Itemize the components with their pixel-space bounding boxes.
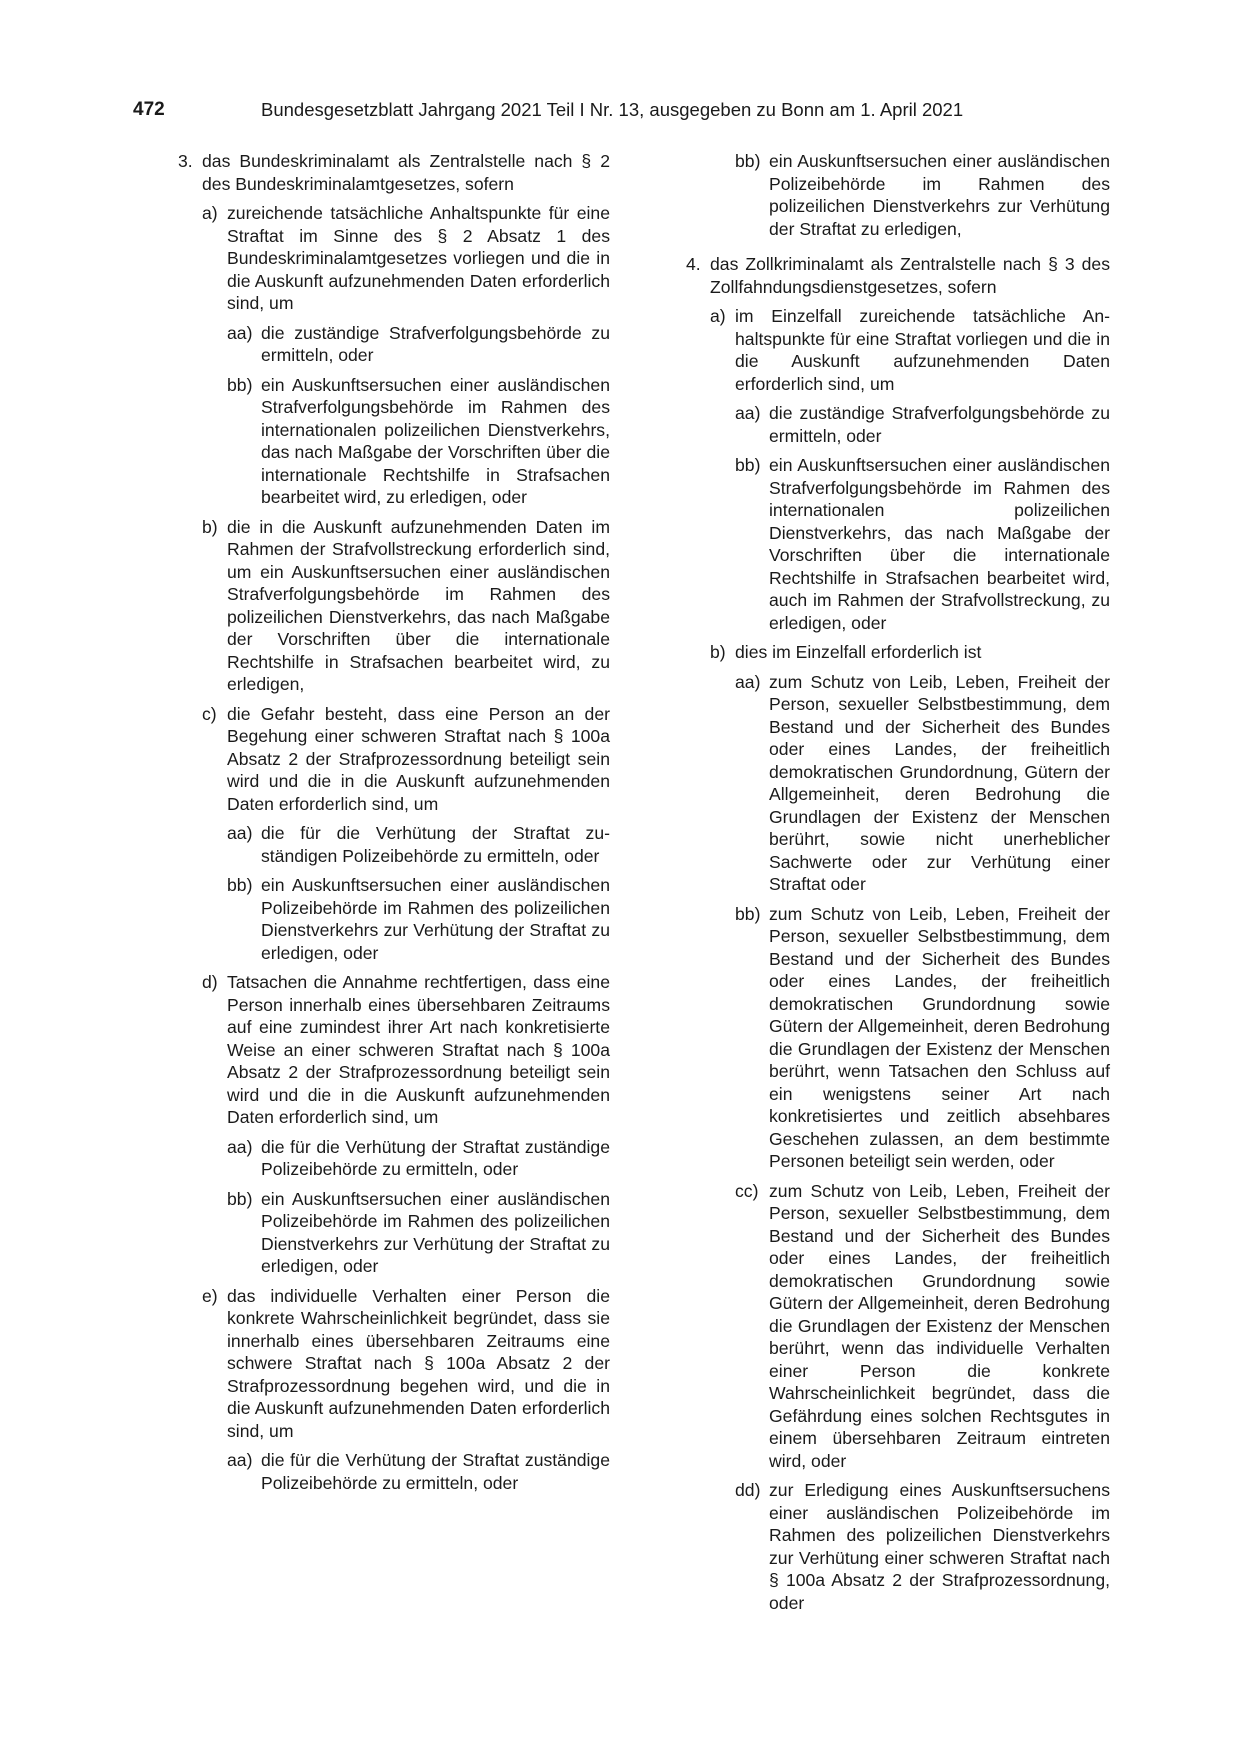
- item-text: im Einzelfall zureichende tatsächliche Anhaltspunkte für eine Straftat vorliegen und die in die Auskunft aufzunehmenden Daten erforderlich sind, um: [735, 306, 1110, 394]
- item-label: e): [202, 1285, 218, 1306]
- item-text: zur Erledigung eines Auskunftsersuchens einer ausländischen Polizeibehörde im Rahmen des polizeilichen Dienstverkehrs zur Verhütung einer schweren Straftat nach § 100a Absatz 2 der Strafprozessordnung, oder: [769, 1480, 1110, 1613]
- item-label: aa): [227, 1450, 253, 1470]
- item-text: die zuständige Strafverfolgungsbehörde zu ermitteln, oder: [769, 403, 1110, 446]
- item-text: das Bundeskriminalamt als Zentralstelle nach § 2 des Bundeskriminalamtgesetzes, sofern: [202, 151, 610, 194]
- page-header: [133, 99, 1108, 127]
- item-text: zureichende tatsächliche Anhaltspunkte für eine Straftat im Sinne des § 2 Absatz 1 des Bundeskriminalamtgesetzes vorliegen und die in die Auskunft aufzunehmenden Daten erforderlich sind, um: [227, 203, 610, 313]
- item-label: 4.: [686, 254, 701, 274]
- list-item: [735, 1479, 1110, 1614]
- item-label: cc): [735, 1180, 759, 1201]
- list-item: [202, 516, 610, 696]
- item-text: die für die Verhütung der Straftat zuständige Polizeibehörde zu ermitteln, oder: [261, 1136, 610, 1179]
- list-item: [202, 971, 610, 1129]
- list-item: [227, 374, 610, 509]
- item-label: bb): [227, 374, 253, 395]
- item-label: bb): [735, 151, 761, 171]
- list-item: [686, 253, 1110, 298]
- item-text: das Zollkriminalamt als Zentralstelle nach § 3 des Zollfahndungsdienstgesetzes, sofern: [710, 254, 1110, 297]
- item-text: zum Schutz von Leib, Leben, Freiheit der Person, sexueller Selbstbestimmung, dem Bestand und der Sicherheit des Bundes oder eines Landes, der freiheitlich demokratischen Grundordnung, Gütern der Allgemeinheit, deren Bedrohung die Grundlagen der Existenz der Menschen berührt, sowie nicht unerheblicher Sachwerte oder zur Verhütung einer Straftat oder: [769, 671, 1110, 894]
- item-label: b): [202, 516, 218, 537]
- item-text: zum Schutz von Leib, Leben, Freiheit der Person, sexueller Selbstbestimmung, dem Bestand und der Sicherheit des Bundes oder eines Landes, der freiheitlich demokratischen Grundordnung sowie Gütern der Allgemeinheit, deren Bedrohung die Grundlagen der Existenz der Menschen berührt, wenn das individuelle Verhalten einer Person die konkrete Wahrscheinlichkeit begründet, dass die Gefährdung eines solchen Rechtsgutes in einem übersehbaren Zeitraum eintreten wird, oder: [769, 1180, 1110, 1471]
- list-item: [202, 703, 610, 816]
- list-item: [227, 822, 610, 867]
- item-label: aa): [735, 403, 761, 423]
- item-label: c): [202, 703, 217, 724]
- list-item: [735, 150, 1110, 240]
- list-item: [735, 903, 1110, 1173]
- item-label: a): [710, 306, 726, 326]
- item-label: a): [202, 203, 218, 223]
- item-label: aa): [227, 322, 253, 343]
- item-label: b): [710, 642, 726, 662]
- list-item: [735, 402, 1110, 447]
- list-item: [735, 1180, 1110, 1473]
- item-text: zum Schutz von Leib, Leben, Freiheit der Person, sexueller Selbstbestimmung, dem Bestand und der Sicherheit des Bundes oder eines Landes, der freiheitlich demokratischen Grundordnung sowie Gütern der Allgemeinheit, deren Bedrohung die Grundlagen der Existenz der Menschen berührt, wenn Tatsachen den Schluss auf ein wenigstens seiner Art nach konkretisiertes und zeitlich absehbares Geschehen zulassen, an dem bestimmte Personen beteiligt sein werden, oder: [769, 903, 1110, 1171]
- item-text: ein Auskunftsersuchen einer ausländischen Strafverfolgungsbehörde im Rahmen des internationalen polizeilichen Dienstverkehrs, das nach Maßgabe der Vorschriften über die internationale Rechtshilfe in Strafsachen bearbeitet wird, auch im Rahmen der Strafvollstreckung, zu erledigen, oder: [769, 455, 1110, 633]
- item-text: die für die Verhütung der Straftat zuständige Polizeibehörde zu ermitteln, oder: [261, 1450, 610, 1493]
- item-label: 3.: [178, 151, 193, 171]
- item-label: aa): [227, 823, 253, 843]
- item-text: die Gefahr besteht, dass eine Person an der Begehung einer schweren Straftat nach § 100a Absatz 2 der Strafprozessordnung beteiligt sein wird und die in die Auskunft aufzunehmenden Daten erforderlich sind, um: [227, 703, 610, 814]
- item-label: bb): [735, 455, 761, 475]
- item-text: dies im Einzelfall erforderlich ist: [735, 642, 982, 662]
- list-item: [227, 874, 610, 964]
- item-text: Tatsachen die Annahme rechtfertigen, dass eine Person innerhalb eines übersehbaren Zeitraums auf eine zumindest ihrer Art nach konkretisierte Weise an einer schweren Straftat nach § 100a Absatz 2 der Strafprozessordnung beteiligt sein wird und die in die Auskunft aufzunehmenden Daten erforderlich sind, um: [227, 972, 610, 1127]
- item-text: ein Auskunftsersuchen einer ausländischen Polizeibehörde im Rahmen des polizeilichen Dienstverkehrs zur Verhütung der Straftat zu erledigen, oder: [261, 1188, 610, 1276]
- list-item: [735, 671, 1110, 896]
- right-column: [686, 150, 1110, 1614]
- page-number: 472: [133, 99, 165, 120]
- list-item: [735, 454, 1110, 634]
- list-item: [227, 1449, 610, 1494]
- item-text: ein Auskunftsersuchen einer ausländischen Polizeibehörde im Rahmen des polizeilichen Dienstverkehrs zur Verhütung der Straftat zu erledigen,: [769, 151, 1110, 239]
- header-title: Bundesgesetzblatt Jahrgang 2021 Teil I Nr. 13, ausgegeben zu Bonn am 1. April 2021: [261, 99, 964, 120]
- list-item: [178, 150, 610, 195]
- list-item: [710, 305, 1110, 395]
- list-item: [227, 1188, 610, 1278]
- item-text: die in die Auskunft aufzunehmenden Daten im Rahmen der Strafvollstreckung erforderlich sind, um ein Auskunftsersuchen einer ausländischen Strafverfolgungsbehörde im Rahmen des polizeilichen Dienstverkehrs, das nach Maßgabe der Vorschriften über die internationale Rechtshilfe in Strafsachen bearbeitet wird, zu erledigen,: [227, 516, 610, 694]
- item-label: aa): [227, 1136, 253, 1157]
- item-text: ein Auskunftsersuchen einer ausländischen Strafverfolgungsbehörde im Rahmen des internationalen polizeilichen Dienstverkehrs, das nach Maßgabe der Vorschriften über die internationale Rechtshilfe in Strafsachen bearbeitet wird, zu erledigen, oder: [261, 374, 610, 507]
- item-label: d): [202, 972, 218, 992]
- list-item: [227, 1136, 610, 1181]
- item-label: dd): [735, 1480, 761, 1500]
- list-item: [202, 202, 610, 315]
- item-text: ein Auskunftsersuchen einer ausländischen Polizeibehörde im Rahmen des polizeilichen Dienstverkehrs zur Verhütung der Straftat zu erledigen, oder: [261, 875, 610, 963]
- item-label: bb): [735, 903, 761, 924]
- item-text: die für die Verhütung der Straftat zuständigen Polizeibehörde zu ermitteln, oder: [261, 823, 610, 866]
- list-item: [710, 641, 1110, 664]
- item-text: die zuständige Strafverfolgungsbehörde zu ermitteln, oder: [261, 322, 610, 365]
- left-column: [178, 150, 610, 1494]
- list-item: [202, 1285, 610, 1443]
- item-label: bb): [227, 1188, 253, 1209]
- item-text: das individuelle Verhalten einer Person die konkrete Wahrscheinlichkeit begründet, dass sie innerhalb eines übersehbaren Zeitraums eine schwere Straftat nach § 100a Absatz 2 der Strafprozessordnung begehen wird, und die in die Auskunft aufzunehmenden Daten erforderlich sind, um: [227, 1285, 610, 1441]
- item-label: aa): [735, 671, 761, 692]
- list-item: [227, 322, 610, 367]
- item-label: bb): [227, 875, 253, 895]
